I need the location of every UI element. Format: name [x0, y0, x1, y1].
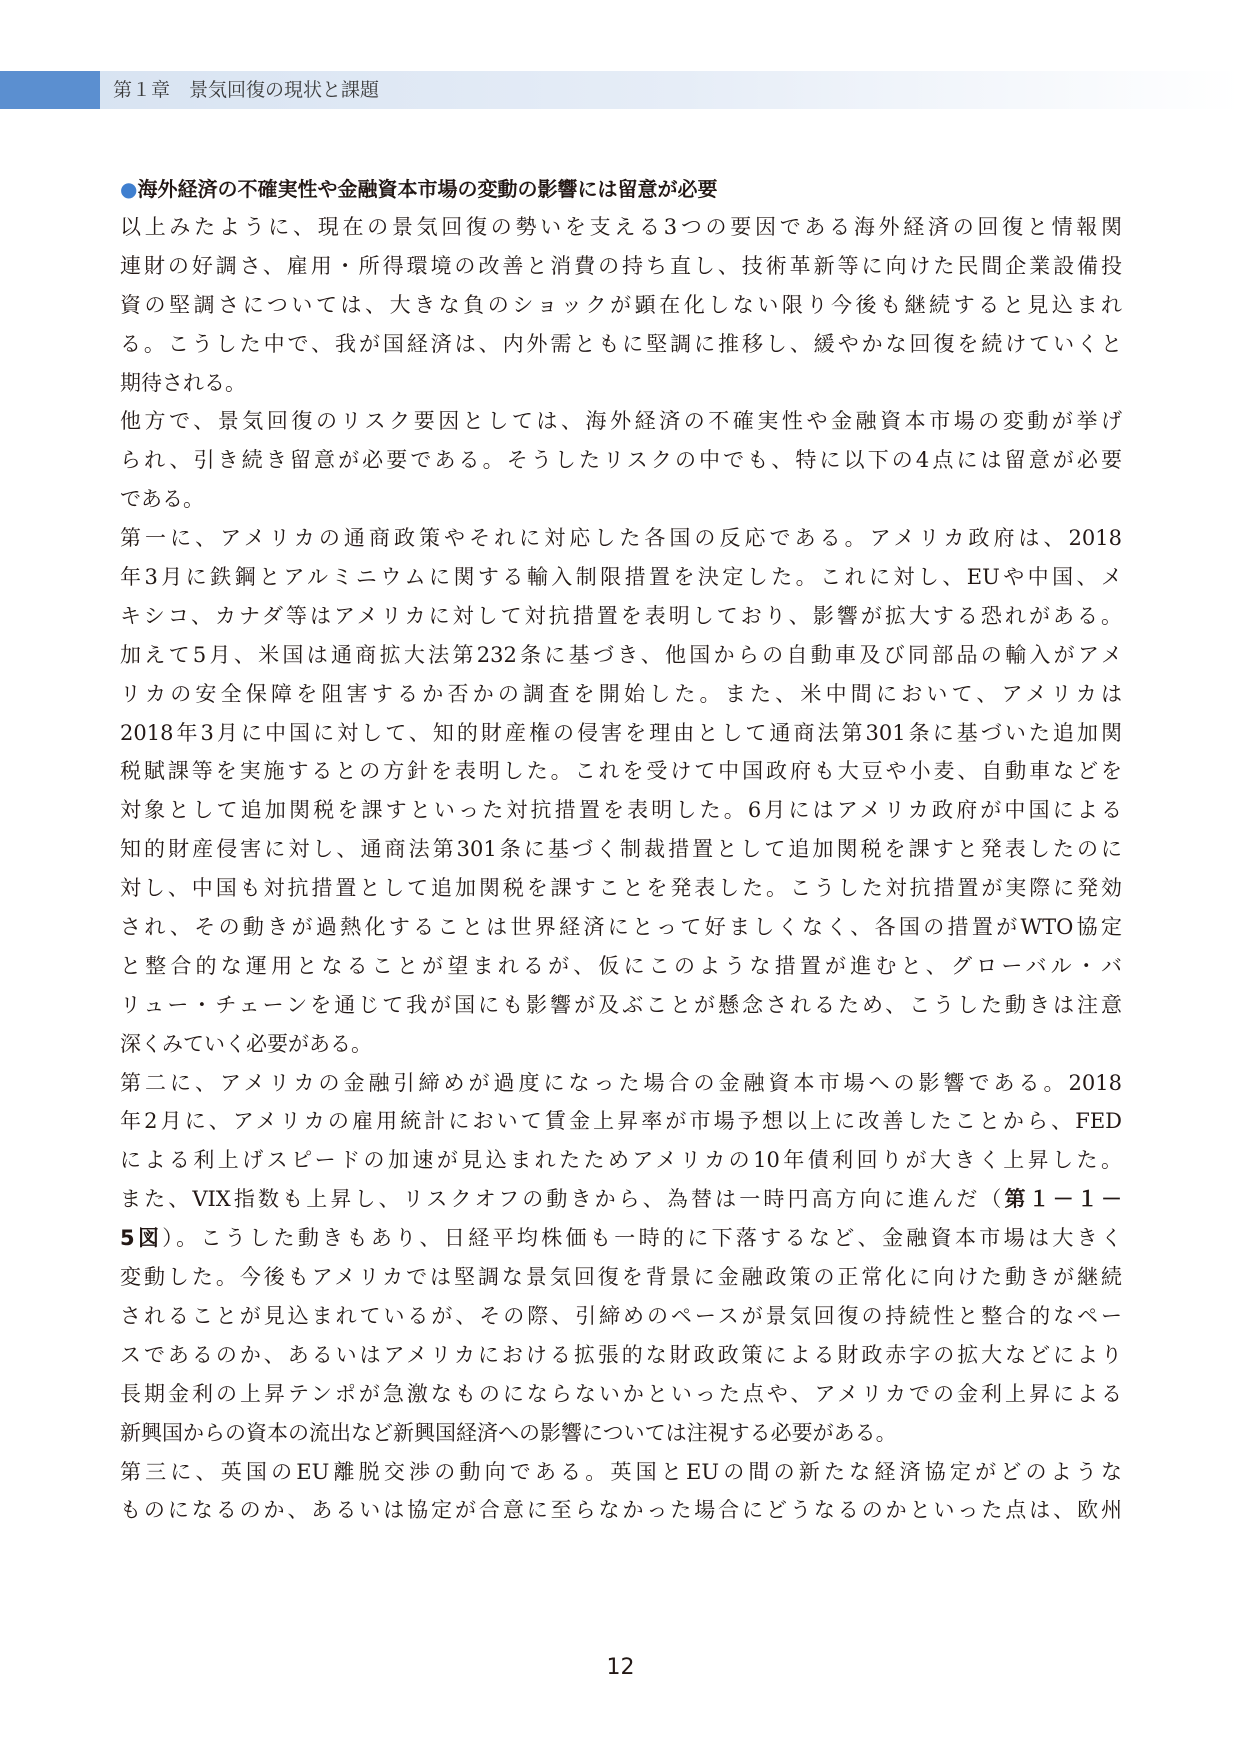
text-line: 長期金利の上昇テンポが急激なものにならないかといった点や、アメリカでの金利上昇による	[120, 1381, 1122, 1406]
text-line: されることが見込まれているが、その際、引締めのペースが景気回復の持続性と整合的なペー	[120, 1303, 1122, 1328]
text-line: 資の堅調さについては、大きな負のショックが顕在化しない限り今後も継続すると見込まれ	[120, 292, 1123, 317]
bullet-icon: ●	[120, 177, 138, 201]
text-line: キシコ、カナダ等はアメリカに対して対抗措置を表明しており、影響が拡大する恐れがある。	[120, 603, 1122, 628]
text-line: 年3月に鉄鋼とアルミニウムに関する輸入制限措置を決定した。これに対し、EUや中国、メ	[120, 565, 1122, 590]
paragraph	[120, 1453, 1122, 1531]
text-line: 第三に、英国のEU離脱交渉の動向である。英国とEUの間の新たな経済協定がどのような	[120, 1459, 1122, 1484]
text-line: である。	[120, 487, 204, 512]
section-heading-text: 海外経済の不確実性や金融資本市場の変動の影響には留意が必要	[137, 177, 718, 201]
chapter-header-tab	[0, 71, 100, 109]
text-line: 以上みたように、現在の景気回復の勢いを支える3つの要因である海外経済の回復と情報関	[120, 215, 1122, 239]
paragraph	[120, 1064, 1122, 1453]
text-line: され、その動きが過熱化することは世界経済にとって好ましくなく、各国の措置がWTO協定	[120, 915, 1122, 940]
text-line: 期待される。	[120, 370, 246, 395]
paragraph	[120, 519, 1122, 1063]
text-line: と整合的な運用となることが望まれるが、仮にこのような措置が進むと、グローバル・バ	[120, 953, 1122, 978]
text-line-with-figure-ref	[120, 1180, 1122, 1219]
text-line: 深くみていく必要がある。	[120, 1031, 372, 1056]
page-body	[120, 170, 1122, 1530]
text-line: られ、引き続き留意が必要である。そうしたリスクの中でも、特に以下の4点には留意が必要	[120, 448, 1122, 473]
text-line: 連財の好調さ、雇用・所得環境の改善と消費の持ち直し、技術革新等に向けた民間企業設備投	[120, 253, 1123, 278]
figure-reference: 第１－１－	[1004, 1187, 1123, 1212]
chapter-title: 第１章 景気回復の現状と課題	[113, 79, 380, 101]
text-line: 第一に、アメリカの通商政策やそれに対応した各国の反応である。アメリカ政府は、2018	[120, 526, 1122, 551]
paragraph	[120, 208, 1122, 402]
text-line: リカの安全保障を阻害するか否かの調査を開始した。また、米中間において、アメリカは	[120, 681, 1122, 706]
section-heading	[120, 170, 1122, 208]
text-line: 第二に、アメリカの金融引締めが過度になった場合の金融資本市場への影響である。2018	[120, 1070, 1122, 1095]
text-fragment: ）。こうした動きもあり、日経平均株価も一時的に下落するなど、金融資本市場は大きく	[162, 1226, 1122, 1251]
text-line: 知的財産侵害に対し、通商法第301条に基づく制裁措置として追加関税を課すと発表したのに	[120, 837, 1122, 862]
text-line: による利上げスピードの加速が見込まれたためアメリカの10年債利回りが大きく上昇した。	[120, 1148, 1122, 1173]
text-line: 2018年3月に中国に対して、知的財産権の侵害を理由として通商法第301条に基づいた追加関	[120, 720, 1122, 745]
text-line: リュー・チェーンを通じて我が国にも影響が及ぶことが懸念されるため、こうした動きは注意	[120, 992, 1122, 1017]
paragraph	[120, 402, 1122, 519]
page-number: 12	[606, 1655, 635, 1680]
text-line: 対象として追加関税を課すといった対抗措置を表明した。6月にはアメリカ政府が中国による	[120, 798, 1122, 823]
text-line: 税賦課等を実施するとの方針を表明した。これを受けて中国政府も大豆や小麦、自動車などを	[120, 759, 1122, 784]
text-fragment: また、VIX指数も上昇し、リスクオフの動きから、為替は一時円高方向に進んだ（	[120, 1187, 1005, 1212]
text-line-with-figure-ref	[120, 1219, 1122, 1258]
text-line: ものになるのか、あるいは協定が合意に至らなかった場合にどうなるのかといった点は、欧州	[120, 1498, 1122, 1523]
text-line: 新興国からの資本の流出など新興国経済への影響については注視する必要がある。	[120, 1420, 897, 1445]
text-line: る。こうした中で、我が国経済は、内外需ともに堅調に推移し、緩やかな回復を続けていくと	[120, 331, 1122, 356]
text-line: スであるのか、あるいはアメリカにおける拡張的な財政政策による財政赤字の拡大などにより	[120, 1342, 1122, 1367]
text-line: 変動した。今後もアメリカでは堅調な景気回復を背景に金融政策の正常化に向けた動きが継続	[120, 1265, 1122, 1290]
text-line: 加えて5月、米国は通商拡大法第232条に基づき、他国からの自動車及び同部品の輸入がアメ	[120, 642, 1122, 667]
figure-reference: 5図	[120, 1226, 163, 1251]
text-line: 対し、中国も対抗措置として追加関税を課すことを発表した。こうした対抗措置が実際に発効	[120, 876, 1122, 901]
text-line: 年2月に、アメリカの雇用統計において賃金上昇率が市場予想以上に改善したことから、FED	[120, 1109, 1122, 1134]
text-line: 他方で、景気回復のリスク要因としては、海外経済の不確実性や金融資本市場の変動が挙げ	[120, 409, 1122, 434]
